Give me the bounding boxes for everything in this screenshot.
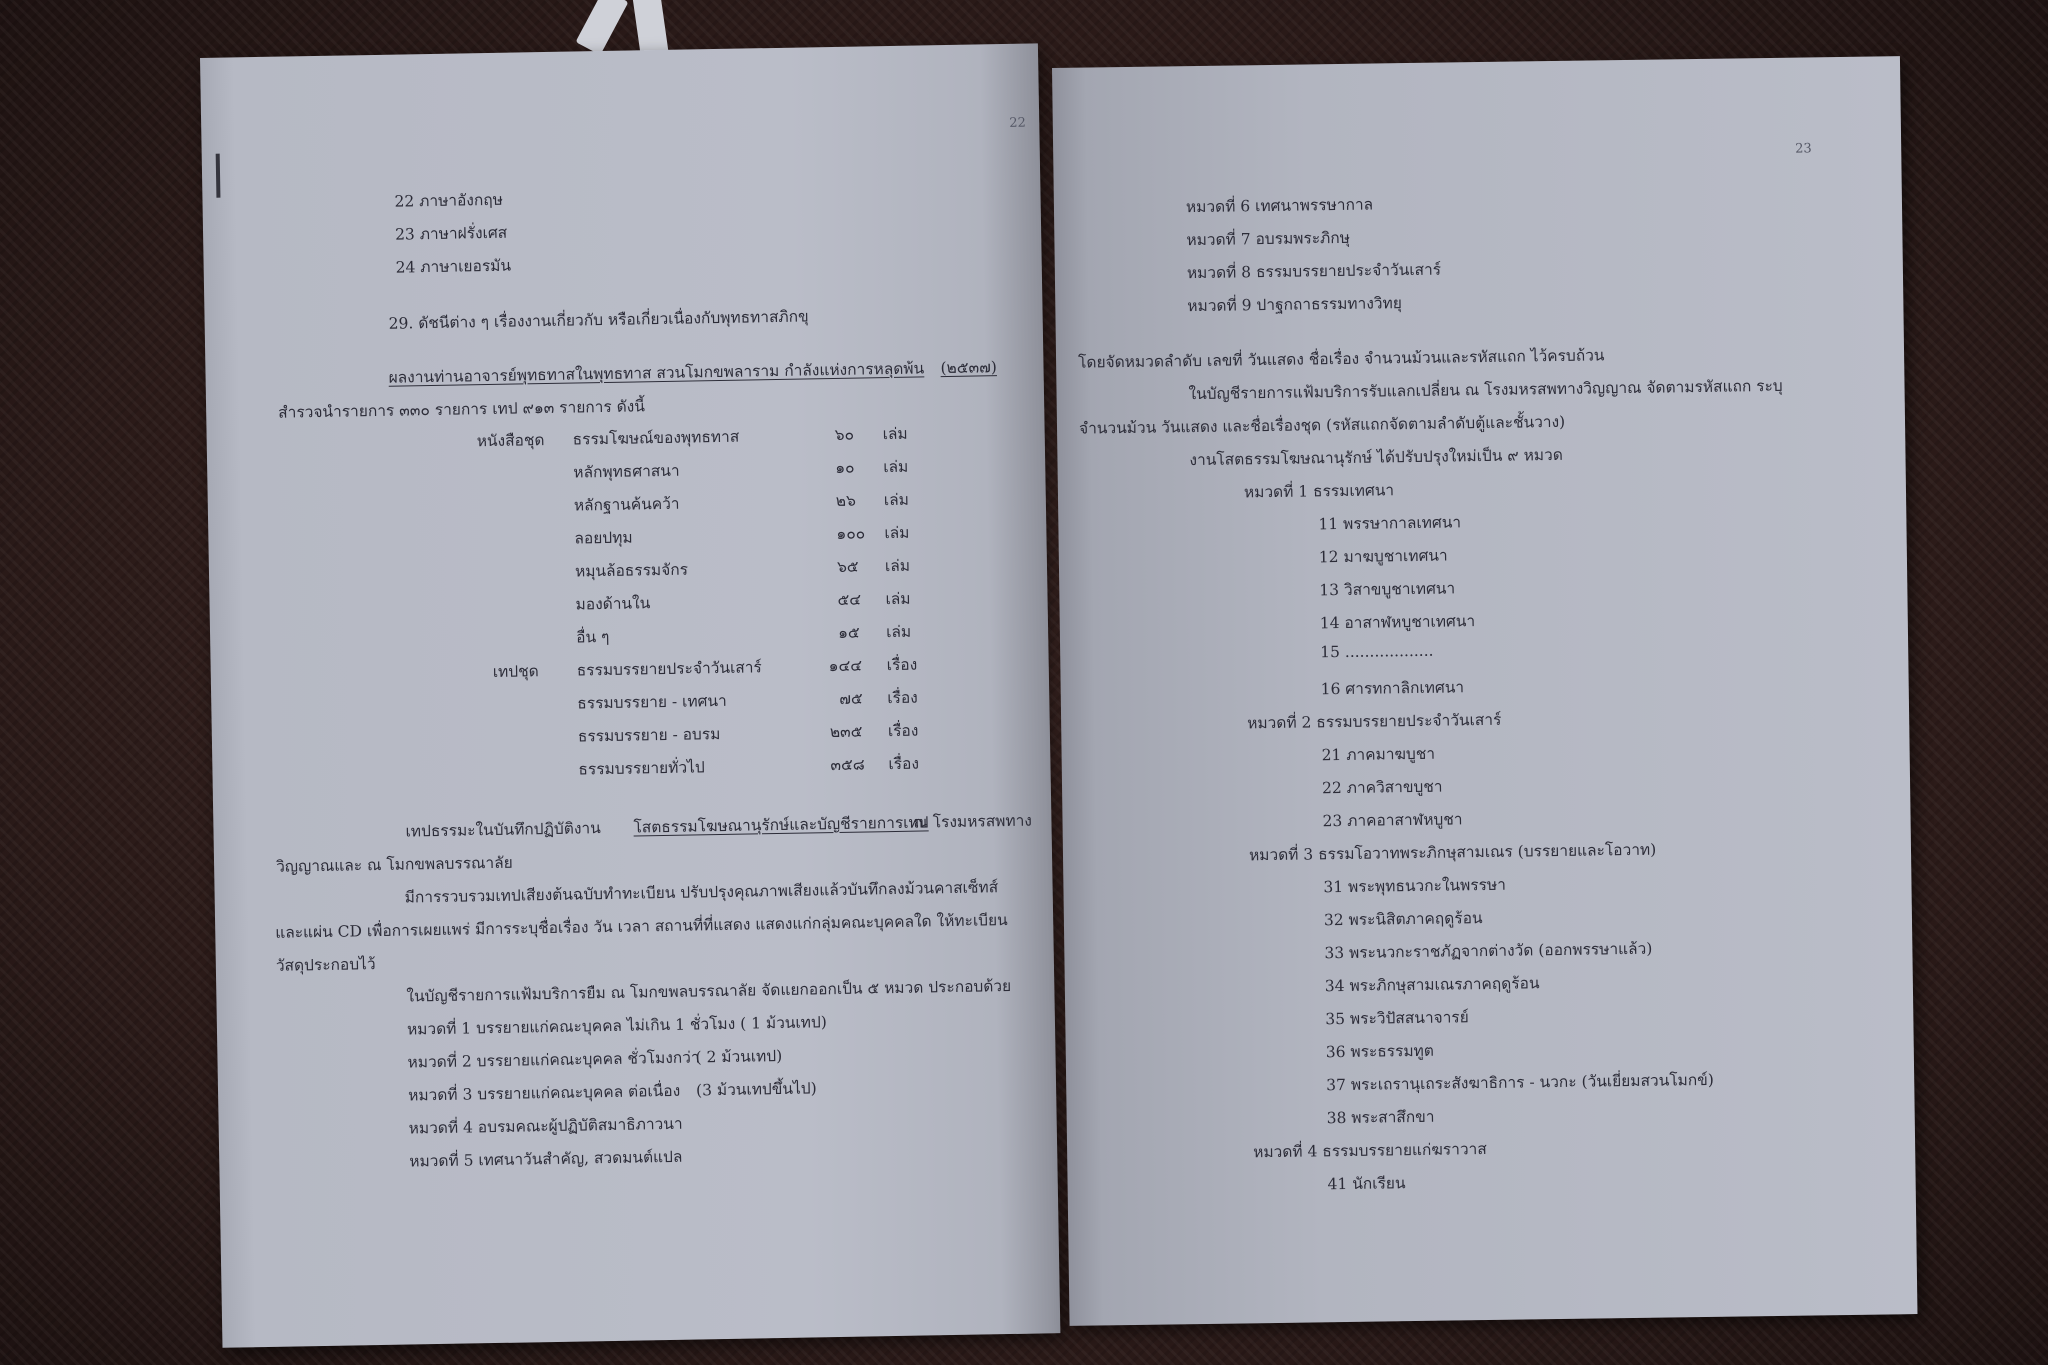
right-page xyxy=(1052,56,1917,1326)
text-line: ๖๕ xyxy=(836,557,859,576)
text-line: (3 ม้วนเทปขึ้นไป) xyxy=(695,1079,817,1100)
text-line: หมวดที่ 3 บรรยายแก่คณะบุคคล ต่อเนื่อง xyxy=(407,1081,681,1105)
text-line: ๒๖ xyxy=(835,491,857,510)
text-line: หนังสือชุด xyxy=(476,431,545,451)
text-line: หมวดที่ 3 ธรรมโอวาทพระภิกษุสามเณร (บรรยายและโอวาท) xyxy=(1248,840,1657,865)
text-line: ธรรมโฆษณ์ของพุทธทาส xyxy=(572,427,740,449)
text-line: ๑๐ xyxy=(835,458,855,477)
text-line: 36 พระธรรมทูต xyxy=(1325,1041,1435,1062)
text-line: เล่ม xyxy=(883,457,909,477)
text-line: ธรรมบรรยาย - อบรม xyxy=(577,725,721,746)
text-line: 24 ภาษาเยอรมัน xyxy=(395,256,512,277)
text-line: 23 ภาษาฝรั่งเศส xyxy=(394,223,508,244)
text-line: ๓๕๘ xyxy=(830,755,865,775)
text-line: 15 .................. xyxy=(1320,641,1434,662)
text-line: หมวดที่ 7 อบรมพระภิกษุ xyxy=(1186,228,1351,250)
text-line: อื่น ๆ xyxy=(576,627,610,647)
text-line: 11 พรรษากาลเทศนา xyxy=(1318,513,1462,534)
text-line: หมุนล้อธรรมจักร xyxy=(574,560,689,581)
text-line: ๒๓๕ xyxy=(829,722,863,742)
text-line: เล่ม xyxy=(882,424,908,444)
text-line: หมวดที่ 1 ธรรมเทศนา xyxy=(1243,481,1395,502)
text-line: 12 มาฆบูชาเทศนา xyxy=(1318,546,1448,567)
text-line: วิญญาณและ ณ โมกขพลบรรณาลัย xyxy=(275,853,513,876)
text-line: ธรรมบรรยาย - เทศนา xyxy=(577,691,727,713)
text-line: เล่ม xyxy=(885,589,911,609)
text-line: โสตธรรมโฆษณานุรักษ์และบัญชีรายการเทป xyxy=(633,813,929,837)
text-line: หมวดที่ 4 อบรมคณะผู้ปฏิบัติสมาธิภาวนา xyxy=(408,1114,683,1138)
text-line: หมวดที่ 5 เทศนาวันสำคัญ, สวดมนต์แปล xyxy=(409,1147,683,1171)
binder-mark xyxy=(216,154,221,198)
text-line: 22 ภาษาอังกฤษ xyxy=(394,190,504,211)
text-line: ธรรมบรรยายทั่วไป xyxy=(578,758,705,779)
text-line: ในบัญชีรายการแฟ้มบริการยืม ณ โมกขพลบรรณาลัย จัดแยกออกเป็น ๕ หมวด ประกอบด้วย xyxy=(406,976,1012,1006)
text-line: 13 วิสาขบูชาเทศนา xyxy=(1319,579,1456,600)
text-line: เรื่อง xyxy=(887,688,918,708)
text-line: ณ โรงมหรสพทาง xyxy=(913,811,1033,832)
text-line: 35 พระวิปัสสนาจารย์ xyxy=(1325,1008,1469,1029)
text-line: (๒๕๓๗) xyxy=(940,358,997,378)
text-line: 38 พระสาสึกขา xyxy=(1326,1107,1435,1128)
text-line: เทปธรรมะในบันทึกปฏิบัติงาน xyxy=(405,819,601,841)
page-number: 22 xyxy=(1009,115,1026,131)
text-line: 23 ภาคอาสาฬหบูชา xyxy=(1322,810,1463,831)
text-line: 37 พระเถรานุเถระสังฆาธิการ - นวกะ (วันเยี่ยมสวนโมกข์) xyxy=(1326,1070,1714,1095)
text-line: 22 ภาควิสาขบูชา xyxy=(1321,777,1443,798)
text-line: หมวดที่ 2 ธรรมบรรยายประจำวันเสาร์ xyxy=(1247,710,1502,733)
text-line: เทปชุด xyxy=(492,662,539,681)
text-line: หมวดที่ 8 ธรรมบรรยายประจำวันเสาร์ xyxy=(1186,260,1442,283)
text-line: ลอยปทุม xyxy=(574,528,633,548)
text-line: เรื่อง xyxy=(888,754,920,774)
text-line: หลักฐานค้นคว้า xyxy=(573,494,680,515)
text-line: มองด้านใน xyxy=(575,594,651,614)
text-line: เรื่อง xyxy=(886,655,918,675)
text-line: หลักพุทธศาสนา xyxy=(573,461,680,482)
text-line: 14 อาสาฬหบูชาเทศนา xyxy=(1319,612,1476,633)
text-line: 41 นักเรียน xyxy=(1327,1174,1406,1194)
text-line: และแผ่น CD เพื่อการเผยแพร่ มีการระบุชื่อเรื่อง วัน เวลา สถานที่ที่แสดง แสดงแก่กลุ่มคณะบุคคลใด ให้ทะเบียน xyxy=(275,911,1008,942)
page-number: 23 xyxy=(1795,141,1812,157)
text-line: 33 พระนวกะราชภัฏจากต่างวัด (ออกพรรษาแล้ว) xyxy=(1324,939,1653,963)
text-line: 29. ดัชนีต่าง ๆ เรื่องงานเกี่ยวกับ หรือเกี่ยวเนื่องกับพุทธทาสภิกขุ xyxy=(388,307,809,333)
text-line: ในบัญชีรายการแฟ้มบริการรับแลกเปลี่ยน ณ โรงมหรสพทางวิญญาณ จัดตามรหัสแถก ระบุ xyxy=(1188,376,1783,404)
text-line: ๑๐๐ xyxy=(836,524,866,543)
text-line: 32 พระนิสิตภาคฤดูร้อน xyxy=(1323,909,1483,930)
text-line: ๕๔ xyxy=(837,590,862,609)
text-line: หมวดที่ 6 เทศนาพรรษากาล xyxy=(1185,195,1374,217)
text-line: 31 พระพุทธนวกะในพรรษา xyxy=(1323,875,1506,897)
text-line: จำนวนม้วน วันแสดง และชื่อเรื่องชุด (รหัสแถกจัดตามลำดับตู้และชั้นวาง) xyxy=(1078,412,1566,438)
text-line: หมวดที่ 4 ธรรมบรรยายแก่ฆราวาส xyxy=(1253,1140,1487,1162)
text-line: เล่ม xyxy=(883,490,909,510)
text-line: 21 ภาคมาฆบูชา xyxy=(1321,744,1436,765)
text-line: เล่ม xyxy=(884,523,910,543)
left-page xyxy=(200,43,1060,1347)
text-line: 16 ศารทกาลิกเทศนา xyxy=(1320,678,1465,699)
text-line: เล่ม xyxy=(884,556,911,576)
text-line: สำรวจนำรายการ ๓๓๐ รายการ เทป ๙๑๓ รายการ ดังนี้ xyxy=(278,397,646,422)
text-line: เล่ม xyxy=(885,622,912,642)
text-line: ธรรมบรรยายประจำวันเสาร์ xyxy=(576,658,762,680)
text-line: หมวดที่ 1 บรรยายแก่คณะบุคคล ไม่เกิน 1 ชั่วโมง ( 1 ม้วนเทป) xyxy=(406,1013,827,1039)
text-line: หมวดที่ 2 บรรยายแก่คณะบุคคล ชั่วโมงกว่า xyxy=(407,1048,700,1072)
text-line: 34 พระภิกษุสามเณรภาคฤดูร้อน xyxy=(1324,974,1540,996)
text-line: ๗๕ xyxy=(839,689,863,708)
text-line: หมวดที่ 9 ปาฐกถาธรรมทางวิทยุ xyxy=(1187,294,1402,316)
paper-tab xyxy=(576,0,629,55)
text-line: เรื่อง xyxy=(887,721,919,741)
text-line: ๑๕ xyxy=(837,623,860,642)
text-line: งานโสตธรรมโฆษณานุรักษ์ ได้ปรับปรุงใหม่เป็น ๙ หมวด xyxy=(1189,445,1563,470)
text-line: วัสดุประกอบไว้ xyxy=(275,955,376,975)
text-line: ผลงานท่านอาจารย์พุทธทาสในพุทธทาส สวนโมกขพลาราม กำลังแห่งการหลุดพ้น xyxy=(388,359,925,387)
text-line: ๖๐ xyxy=(834,425,855,444)
text-line: ( 2 ม้วนเทป) xyxy=(695,1046,783,1067)
text-line: โดยจัดหมวดลำดับ เลขที่ วันแสดง ชื่อเรื่อง จำนวนม้วนและรหัสแถก ไว้ครบถ้วน xyxy=(1077,346,1605,372)
text-line: มีการรวบรวมเทปเสียงต้นฉบับทำทะเบียน ปรับปรุงคุณภาพเสียงแล้วบันทึกลงม้วนคาสเซ็ทส์ xyxy=(404,878,999,907)
text-line: ๑๔๔ xyxy=(828,656,863,676)
